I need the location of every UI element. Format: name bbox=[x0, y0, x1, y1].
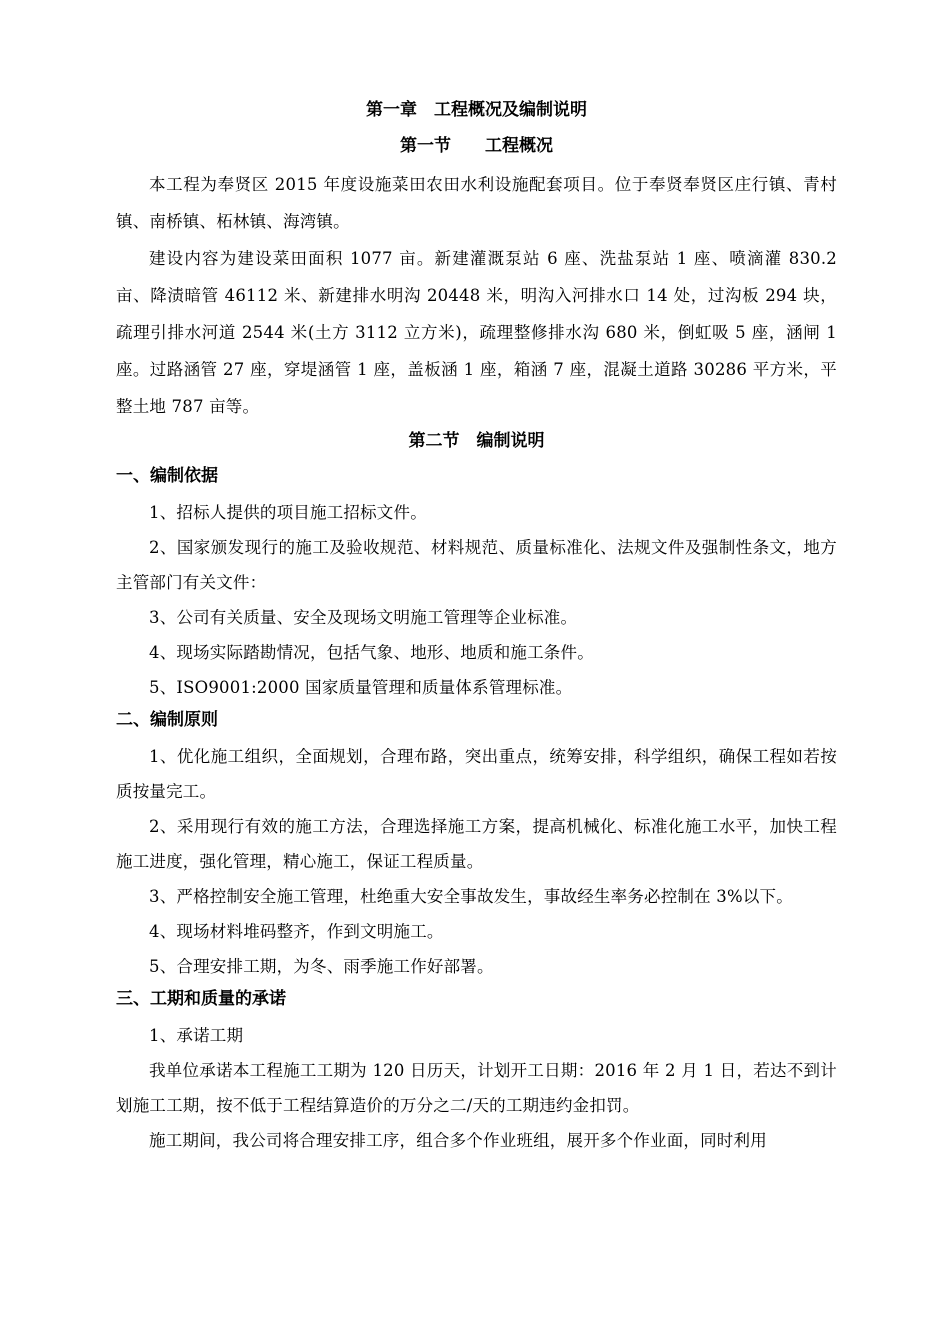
overview-paragraph-scope: 建设内容为建设菜田面积 1077 亩。新建灌溉泵站 6 座、洗盐泵站 1 座、喷滴灌 830.2 亩、降渍暗管 46112 米、新建排水明沟 20448 米，明沟入河排水口 14 处，过沟板 294 块，疏理引排水河道 2544 米(土方 3112 立方米)，疏理整修排水沟 680 米，倒虹吸 5 座，涵闸 1 座。过路涵管 27 座，穿堤涵管 1 座，盖板涵 1 座，箱涵 7 座，混凝土道路 30286 平方米，平整土地 787 亩等。 bbox=[116, 249, 837, 416]
section-title-overview: 第一节 工程概况 bbox=[400, 136, 553, 156]
overview-paragraph-location: 本工程为奉贤区 2015 年度设施菜田农田水利设施配套项目。位于奉贤奉贤区庄行镇、青村镇、南桥镇、柘林镇、海湾镇。 bbox=[116, 175, 837, 231]
principle-item: 5、合理安排工期，为冬、雨季施工作好部署。 bbox=[149, 957, 494, 976]
principle-item: 2、采用现行有效的施工方法，合理选择施工方案，提高机械化、标准化施工水平，加快工程施工进度，强化管理，精心施工，保证工程质量。 bbox=[116, 817, 837, 871]
commitment-item: 施工期间，我公司将合理安排工序，组合多个作业班组，展开多个作业面，同时利用 bbox=[149, 1131, 767, 1150]
document-page bbox=[116, 96, 837, 1158]
principle-item: 1、优化施工组织，全面规划，合理布路，突出重点，统筹安排，科学组织，确保工程如若按质按量完工。 bbox=[116, 747, 837, 801]
heading-basis: 一、编制依据 bbox=[116, 466, 218, 486]
basis-item: 5、ISO9001:2000 国家质量管理和质量体系管理标准。 bbox=[149, 678, 573, 697]
heading-commitment: 三、工期和质量的承诺 bbox=[116, 989, 286, 1009]
principle-item: 3、严格控制安全施工管理，杜绝重大安全事故发生，事故经生率务必控制在 3%以下。 bbox=[149, 887, 793, 906]
commitment-item: 1、承诺工期 bbox=[149, 1026, 244, 1045]
heading-principles: 二、编制原则 bbox=[116, 710, 218, 730]
basis-item: 3、公司有关质量、安全及现场文明施工管理等企业标准。 bbox=[149, 608, 578, 627]
basis-item: 2、国家颁发现行的施工及验收规范、材料规范、质量标准化、法规文件及强制性条文，地方主管部门有关文件： bbox=[116, 538, 837, 592]
principle-item: 4、现场材料堆码整齐，作到文明施工。 bbox=[149, 922, 444, 941]
basis-item: 1、招标人提供的项目施工招标文件。 bbox=[149, 503, 427, 522]
section-title-notes: 第二节 编制说明 bbox=[408, 431, 545, 451]
commitment-item: 我单位承诺本工程施工工期为 120 日历天，计划开工日期：2016 年 2 月 1 日，若达不到计划施工工期，按不低于工程结算造价的万分之二/天的工期违约金扣罚。 bbox=[116, 1061, 837, 1115]
chapter-title: 第一章 工程概况及编制说明 bbox=[366, 100, 587, 120]
basis-item: 4、现场实际踏勘情况，包括气象、地形、地质和施工条件。 bbox=[149, 643, 594, 662]
